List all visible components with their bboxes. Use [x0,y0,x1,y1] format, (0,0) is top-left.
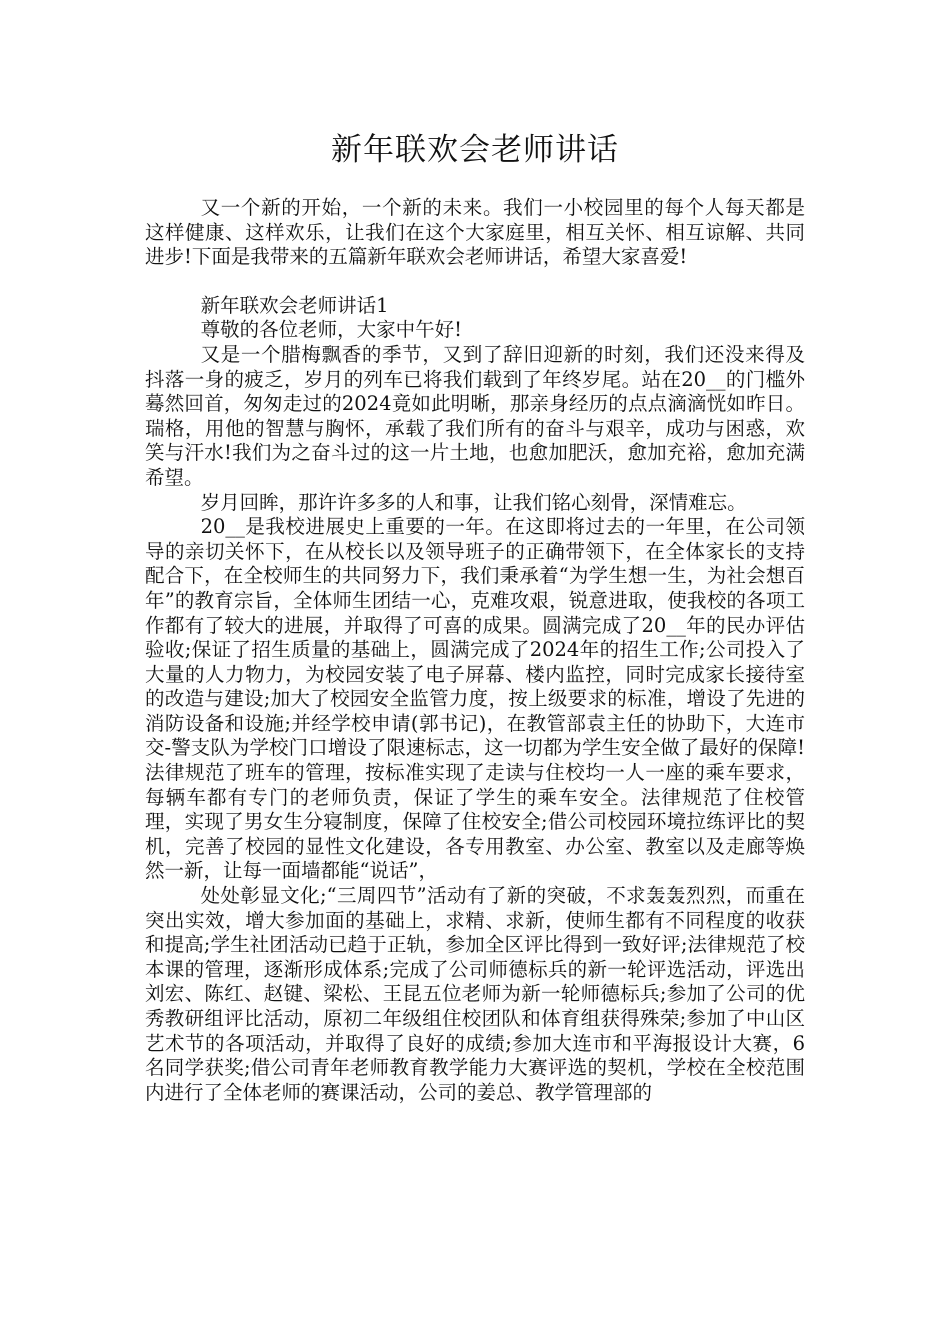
document-body [145,196,805,1105]
document-title: 新年联欢会老师讲话 [331,132,619,168]
section-heading: 新年联欢会老师讲话1 [200,293,389,317]
body-paragraph: 岁月回眸，那许许多多的人和事，让我们铭心刻骨，深情难忘。 [200,490,747,514]
body-paragraph: 20__是我校进展史上重要的一年。在这即将过去的一年里，在公司领导的亲切关怀下，在从校长以及领导班子的正确带领下，在全体家长的支持配合下，在全校师生的共同努力下，我们秉承着“为学生想一生，为社会想百年”的教育宗旨，全体师生团结一心，克难攻艰，锐意进取，使我校的各项工作都有了较大的进展，并取得了可喜的成果。圆满完成了20__年的民办评估验收;保证了招生质量的基础上，圆满完成了2024年的招生工作;公司投入了大量的人力物力，为校园安装了电子屏幕、楼内监控，同时完成家长接待室的改造与建设;加大了校园安全监管力度，按上级要求的标准，增设了先进的消防设备和设施;并经学校申请(郭书记)，在教管部袁主任的协助下，大连市交-警支队为学校门口增设了限速标志，这一切都为学生安全做了最好的保障!法律规范了班车的管理，按标准实现了走读与住校均一人一座的乘车要求，每辆车都有专门的老师负责，保证了学生的乘车安全。法律规范了住校管理，实现了男女生分寝制度，保障了住校安全;借公司校园环境拉练评比的契机，完善了校园的显性文化建设，各专用教室、办公室、教室以及走廊等焕然一新，让每一面墙都能“说话”， [145,515,805,883]
body-paragraph: 又是一个腊梅飘香的季节，又到了辞旧迎新的时刻，我们还没来得及抖落一身的疲乏，岁月的列车已将我们载到了年终岁尾。站在20__的门槛外蓦然回首，匆匆走过的2024竟如此明晰，那亲身经历的点点滴滴恍如昨日。瑞格，用他的智慧与胸怀，承载了我们所有的奋斗与艰辛，成功与困惑，欢笑与汗水!我们为之奋斗过的这一片土地，也愈加肥沃，愈加充裕，愈加充满希望。 [145,342,805,489]
greeting-line: 尊敬的各位老师，大家中午好! [200,318,462,342]
intro-paragraph: 又一个新的开始，一个新的未来。我们一小校园里的每个人每天都是这样健康、这样欢乐，让我们在这个大家庭里，相互关怀、相互谅解、共同进步!下面是我带来的五篇新年联欢会老师讲话，希望大家喜爱! [145,196,805,269]
body-paragraph: 处处彰显文化;“三周四节”活动有了新的突破，不求轰轰烈烈，而重在突出实效，增大参加面的基础上，求精、求新，使师生都有不同程度的收获和提高;学生社团活动已趋于正轨，参加全区评比得到一致好评;法律规范了校本课的管理，逐渐形成体系;完成了公司师德标兵的新一轮评选活动，评选出刘宏、陈红、赵键、梁松、王昆五位老师为新一轮师德标兵;参加了公司的优秀教研组评比活动，原初二年级组住校团队和体育组获得殊荣;参加了中山区艺术节的各项活动，并取得了良好的成绩;参加大连市和平海报设计大赛，6名同学获奖;借公司青年老师教育教学能力大赛评选的契机，学校在全校范围内进行了全体老师的赛课活动，公司的姜总、教学管理部的 [145,884,805,1104]
